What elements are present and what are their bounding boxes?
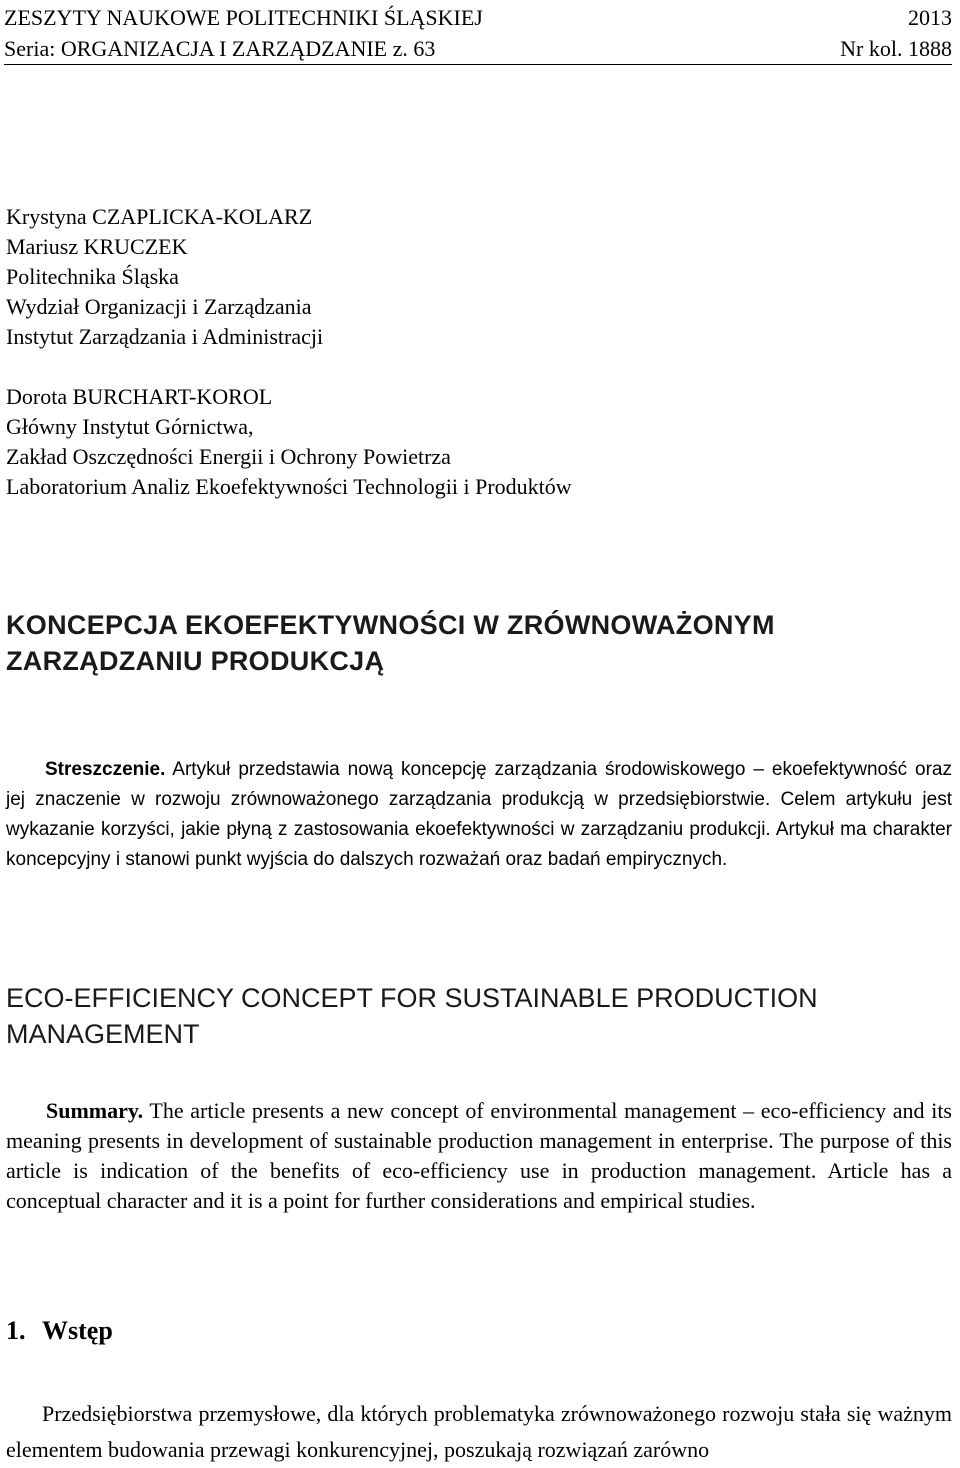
journal-series: Seria: ORGANIZACJA I ZARZĄDZANIE z. 63 <box>4 36 436 61</box>
affiliation-line: Politechnika Śląska <box>6 264 179 289</box>
intro-text: Przedsiębiorstwa przemysłowe, dla których problematyka zrównoważonego rozwoju stała się ważnym elementem budowania przewagi konkurencyjnej, poszukają rozwiązań zarówno <box>6 1401 952 1462</box>
summary-english <box>6 1096 952 1216</box>
author-line: Krystyna CZAPLICKA-KOLARZ <box>6 204 313 229</box>
affiliation-line: Laboratorium Analiz Ekoefektywności Technologii i Produktów <box>6 474 572 499</box>
article-title-english: ECO-EFFICIENCY CONCEPT FOR SUSTAINABLE PRODUCTION MANAGEMENT <box>6 983 818 1049</box>
abstract-label: Streszczenie. <box>45 759 166 780</box>
author-line: Dorota BURCHART-KOROL <box>6 384 273 409</box>
journal-issue: Nr kol. 1888 <box>840 36 952 61</box>
abstract-text: Artykuł przedstawia nową koncepcję zarządzania środowiskowego – ekoefektywność oraz jej znaczenie w rozwoju zrównoważonego zarządzania produkcją w przedsiębiorstwie. Celem artykułu jest wykazanie korzyści, jakie płyną z zastosowania ekoefektywności w zarządzaniu produkcji. Artykuł ma charakter koncepcyjny i stanowi punkt wyjścia do dalszych rozważań oraz badań empirycznych. <box>6 759 952 870</box>
section-heading <box>6 1313 113 1349</box>
journal-year: 2013 <box>908 5 952 30</box>
author-line: Mariusz KRUCZEK <box>6 234 188 259</box>
section-title: Wstęp <box>42 1316 113 1345</box>
article-title-polish: KONCEPCJA EKOEFEKTYWNOŚCI W ZRÓWNOWAŻONYM ZARZĄDZANIU PRODUKCJĄ <box>6 610 775 676</box>
affiliation-line: Instytut Zarządzania i Administracji <box>6 324 324 349</box>
abstract-polish <box>6 755 952 875</box>
journal-header <box>4 2 952 65</box>
summary-text: The article presents a new concept of environmental management – eco-efficiency and its meaning presents in development of sustainable production management in enterprise. The purpose of this article is indication of the benefits of eco-efficiency use in production management. Article has a conceptual character and it is a point for further considerations and empirical studies. <box>6 1098 952 1213</box>
journal-name: ZESZYTY NAUKOWE POLITECHNIKI ŚLĄSKIEJ <box>4 5 483 30</box>
affiliation-line: Główny Instytut Górnictwa, <box>6 414 254 439</box>
summary-label: Summary. <box>46 1098 144 1123</box>
affiliation-line: Zakład Oszczędności Energii i Ochrony Powietrza <box>6 444 451 469</box>
section-number: 1. <box>6 1316 26 1345</box>
author-affiliations <box>6 202 572 502</box>
introduction-paragraph <box>6 1396 952 1468</box>
affiliation-line: Wydział Organizacji i Zarządzania <box>6 294 312 319</box>
